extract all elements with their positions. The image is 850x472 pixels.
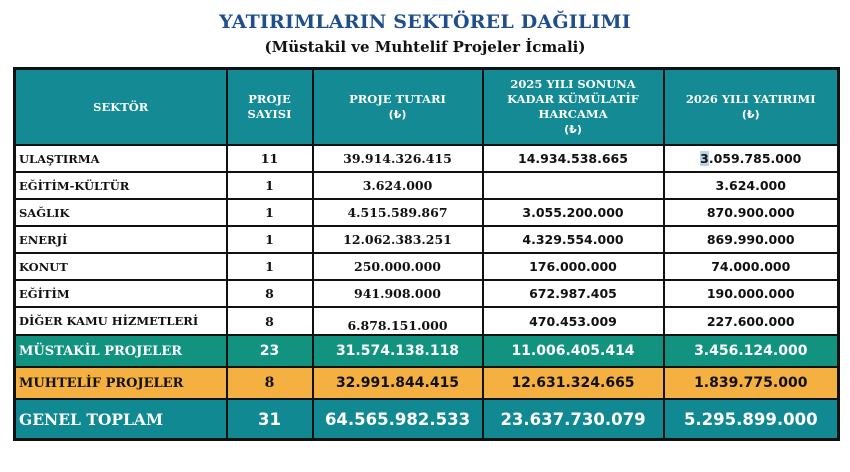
cumulative-cell: 4.329.554.000	[483, 226, 664, 253]
amount-cell: 64.565.982.533	[313, 399, 483, 440]
summary-label: GENEL TOPLAM	[15, 399, 227, 440]
column-header-cumulative-spending	[483, 69, 664, 146]
page-subtitle: (Müstakil ve Muhtelif Projeler İcmali)	[264, 38, 586, 56]
summary-label: MÜSTAKİL PROJELER	[15, 335, 227, 367]
cumulative-cell: 23.637.730.079	[483, 399, 664, 440]
sector-cell: SAĞLIK	[15, 199, 227, 226]
amount-cell: 250.000.000	[313, 253, 483, 280]
count-cell: 1	[227, 253, 313, 280]
sector-cell: ULAŞTIRMA	[15, 145, 227, 172]
column-header-label: 2026 YILI YATIRIMI	[685, 92, 816, 106]
investment-2026-cell: 227.600.000	[664, 307, 839, 335]
summary-row-muhtelif	[15, 367, 839, 399]
cumulative-cell: 11.006.405.414	[483, 335, 664, 367]
investment-2026-cell: 190.000.000	[664, 280, 839, 307]
amount-cell: 3.624.000	[313, 172, 483, 199]
cumulative-cell	[483, 172, 664, 199]
cumulative-cell: 176.000.000	[483, 253, 664, 280]
count-cell: 1	[227, 226, 313, 253]
investment-2026-value: .059.785.000	[708, 151, 802, 166]
text-selection-highlight: 3	[700, 151, 709, 166]
investment-2026-cell: 5.295.899.000	[664, 399, 839, 440]
cumulative-cell: 14.934.538.665	[483, 145, 664, 172]
amount-cell: 31.574.138.118	[313, 335, 483, 367]
investment-2026-cell: 1.839.775.000	[664, 367, 839, 399]
summary-row-grand-total	[15, 399, 839, 440]
count-cell: 1	[227, 199, 313, 226]
sector-cell: KONUT	[15, 253, 227, 280]
investment-2026-cell: 3.456.124.000	[664, 335, 839, 367]
amount-cell: 12.062.383.251	[313, 226, 483, 253]
count-cell: 31	[227, 399, 313, 440]
count-cell: 23	[227, 335, 313, 367]
table-row	[15, 253, 839, 280]
cumulative-cell: 672.987.405	[483, 280, 664, 307]
cumulative-cell: 12.631.324.665	[483, 367, 664, 399]
table-header-row	[15, 69, 839, 146]
amount-cell: 39.914.326.415	[313, 145, 483, 172]
sector-cell: EĞİTİM	[15, 280, 227, 307]
table-row	[15, 280, 839, 307]
count-cell: 11	[227, 145, 313, 172]
amount-cell: 941.908.000	[313, 280, 483, 307]
column-header-label: PROJE TUTARI	[349, 92, 446, 106]
table-row	[15, 307, 839, 335]
investment-2026-cell: 869.990.000	[664, 226, 839, 253]
summary-row-mustakil	[15, 335, 839, 367]
column-header-label: 2025 YILI SONUNA KADAR KÜMÜLATİF HARCAMA	[507, 77, 639, 121]
column-header-2026-investment	[664, 69, 839, 146]
currency-unit: (₺)	[564, 123, 582, 136]
amount-cell: 32.991.844.415	[313, 367, 483, 399]
currency-unit: (₺)	[388, 108, 407, 121]
investment-2026-cell: 3.624.000	[664, 172, 839, 199]
page-title: YATIRIMLARIN SEKTÖREL DAĞILIMI	[219, 11, 631, 33]
sector-cell: ENERJİ	[15, 226, 227, 253]
table-row	[15, 199, 839, 226]
sector-distribution-table	[13, 67, 840, 441]
count-cell: 8	[227, 307, 313, 335]
table-row	[15, 172, 839, 199]
column-header-label: PROJE SAYISI	[247, 92, 292, 121]
summary-label: MUHTELİF PROJELER	[15, 367, 227, 399]
amount-cell: 4.515.589.867	[313, 199, 483, 226]
count-cell: 8	[227, 367, 313, 399]
column-header-sector	[15, 69, 227, 146]
amount-cell: 6.878.151.000	[313, 307, 483, 335]
count-cell: 8	[227, 280, 313, 307]
column-header-label: SEKTÖR	[93, 99, 149, 114]
investment-2026-cell	[664, 145, 839, 172]
column-header-project-amount	[313, 69, 483, 146]
count-cell: 1	[227, 172, 313, 199]
cumulative-cell: 3.055.200.000	[483, 199, 664, 226]
investment-2026-cell: 74.000.000	[664, 253, 839, 280]
investment-2026-cell: 870.900.000	[664, 199, 839, 226]
cumulative-cell: 470.453.009	[483, 307, 664, 335]
column-header-project-count	[227, 69, 313, 146]
table-row	[15, 226, 839, 253]
currency-unit: (₺)	[741, 108, 760, 121]
sector-cell: DİĞER KAMU HİZMETLERİ	[15, 307, 227, 335]
sector-cell: EĞİTİM-KÜLTÜR	[15, 172, 227, 199]
table-row	[15, 145, 839, 172]
